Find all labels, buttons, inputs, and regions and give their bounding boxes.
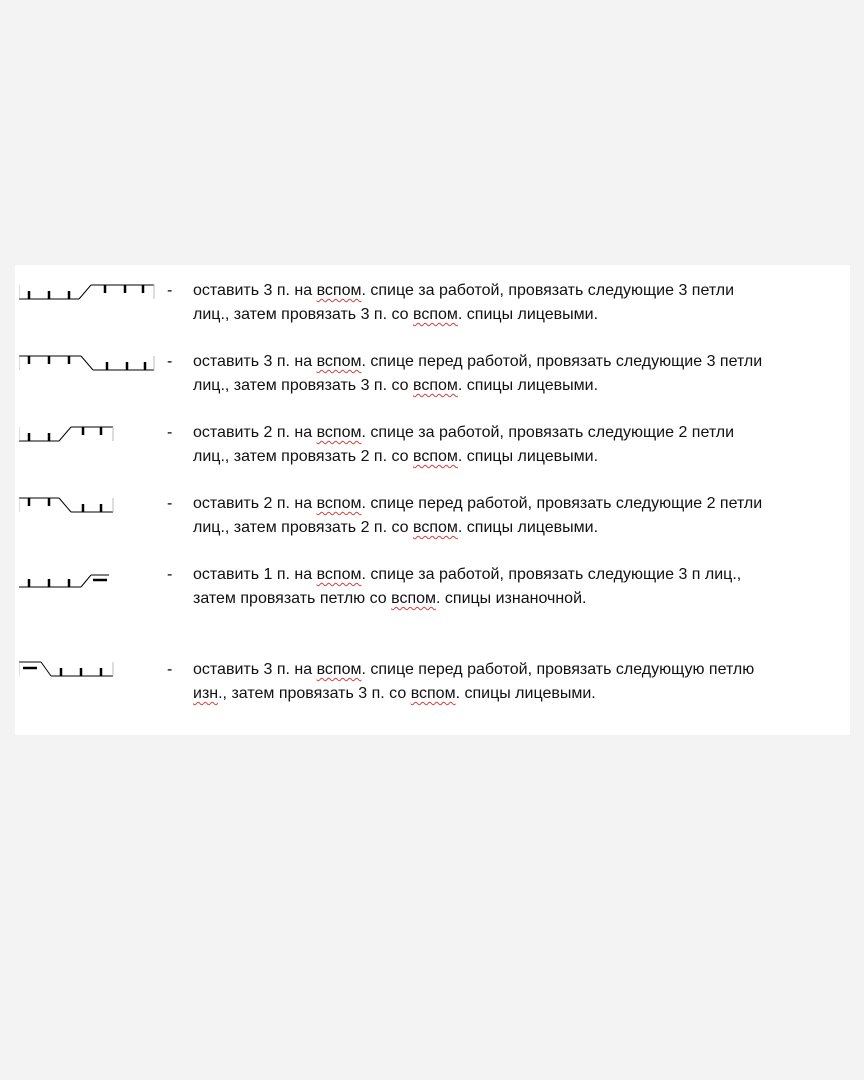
legend-dash: - [167,282,173,299]
legend-dash: - [167,566,173,583]
legend-description-line: лиц., затем провязать 2 п. со вспом. спицы лицевыми. [193,448,599,465]
legend-description [193,563,843,611]
legend-dash: - [167,661,173,678]
cross-3-knit-over-1-purl-right-symbol [19,571,115,589]
legend-description [193,658,843,706]
cross-1-purl-over-3-knit-left-symbol [19,660,119,678]
legend-dash: - [167,353,173,370]
legend-description-line: изн., затем провязать 3 п. со вспом. спицы лицевыми. [193,685,596,702]
legend-dash: - [167,424,173,441]
legend-description-line: оставить 3 п. на вспом. спице за работой, провязать следующие 3 петли [193,282,735,299]
cable-2-over-2-left-symbol [19,496,119,514]
legend-description-line: оставить 2 п. на вспом. спице перед работой, провязать следующие 2 петли [193,495,763,512]
legend-description [193,421,843,469]
legend-description-line: оставить 3 п. на вспом. спице перед работой, провязать следующие 3 петли [193,353,763,370]
legend-description [193,279,843,327]
legend-description-line: лиц., затем провязать 3 п. со вспом. спицы лицевыми. [193,377,599,394]
legend-description [193,350,843,398]
legend-card [15,265,850,735]
legend-description-line: лиц., затем провязать 2 п. со вспом. спицы лицевыми. [193,519,599,536]
cable-2-over-2-right-symbol [19,425,119,443]
legend-description-line: оставить 1 п. на вспом. спице за работой, провязать следующие 3 п лиц., [193,566,742,583]
legend-description [193,492,843,540]
legend-description-line: лиц., затем провязать 3 п. со вспом. спицы лицевыми. [193,306,599,323]
legend-description-line: оставить 3 п. на вспом. спице перед работой, провязать следующую петлю [193,661,755,678]
cable-3-over-3-right-symbol [19,283,159,301]
legend-description-line: затем провязать петлю со вспом. спицы изнаночной. [193,590,587,607]
legend-dash: - [167,495,173,512]
legend-description-line: оставить 2 п. на вспом. спице за работой, провязать следующие 2 петли [193,424,735,441]
cable-3-over-3-left-symbol [19,354,159,372]
